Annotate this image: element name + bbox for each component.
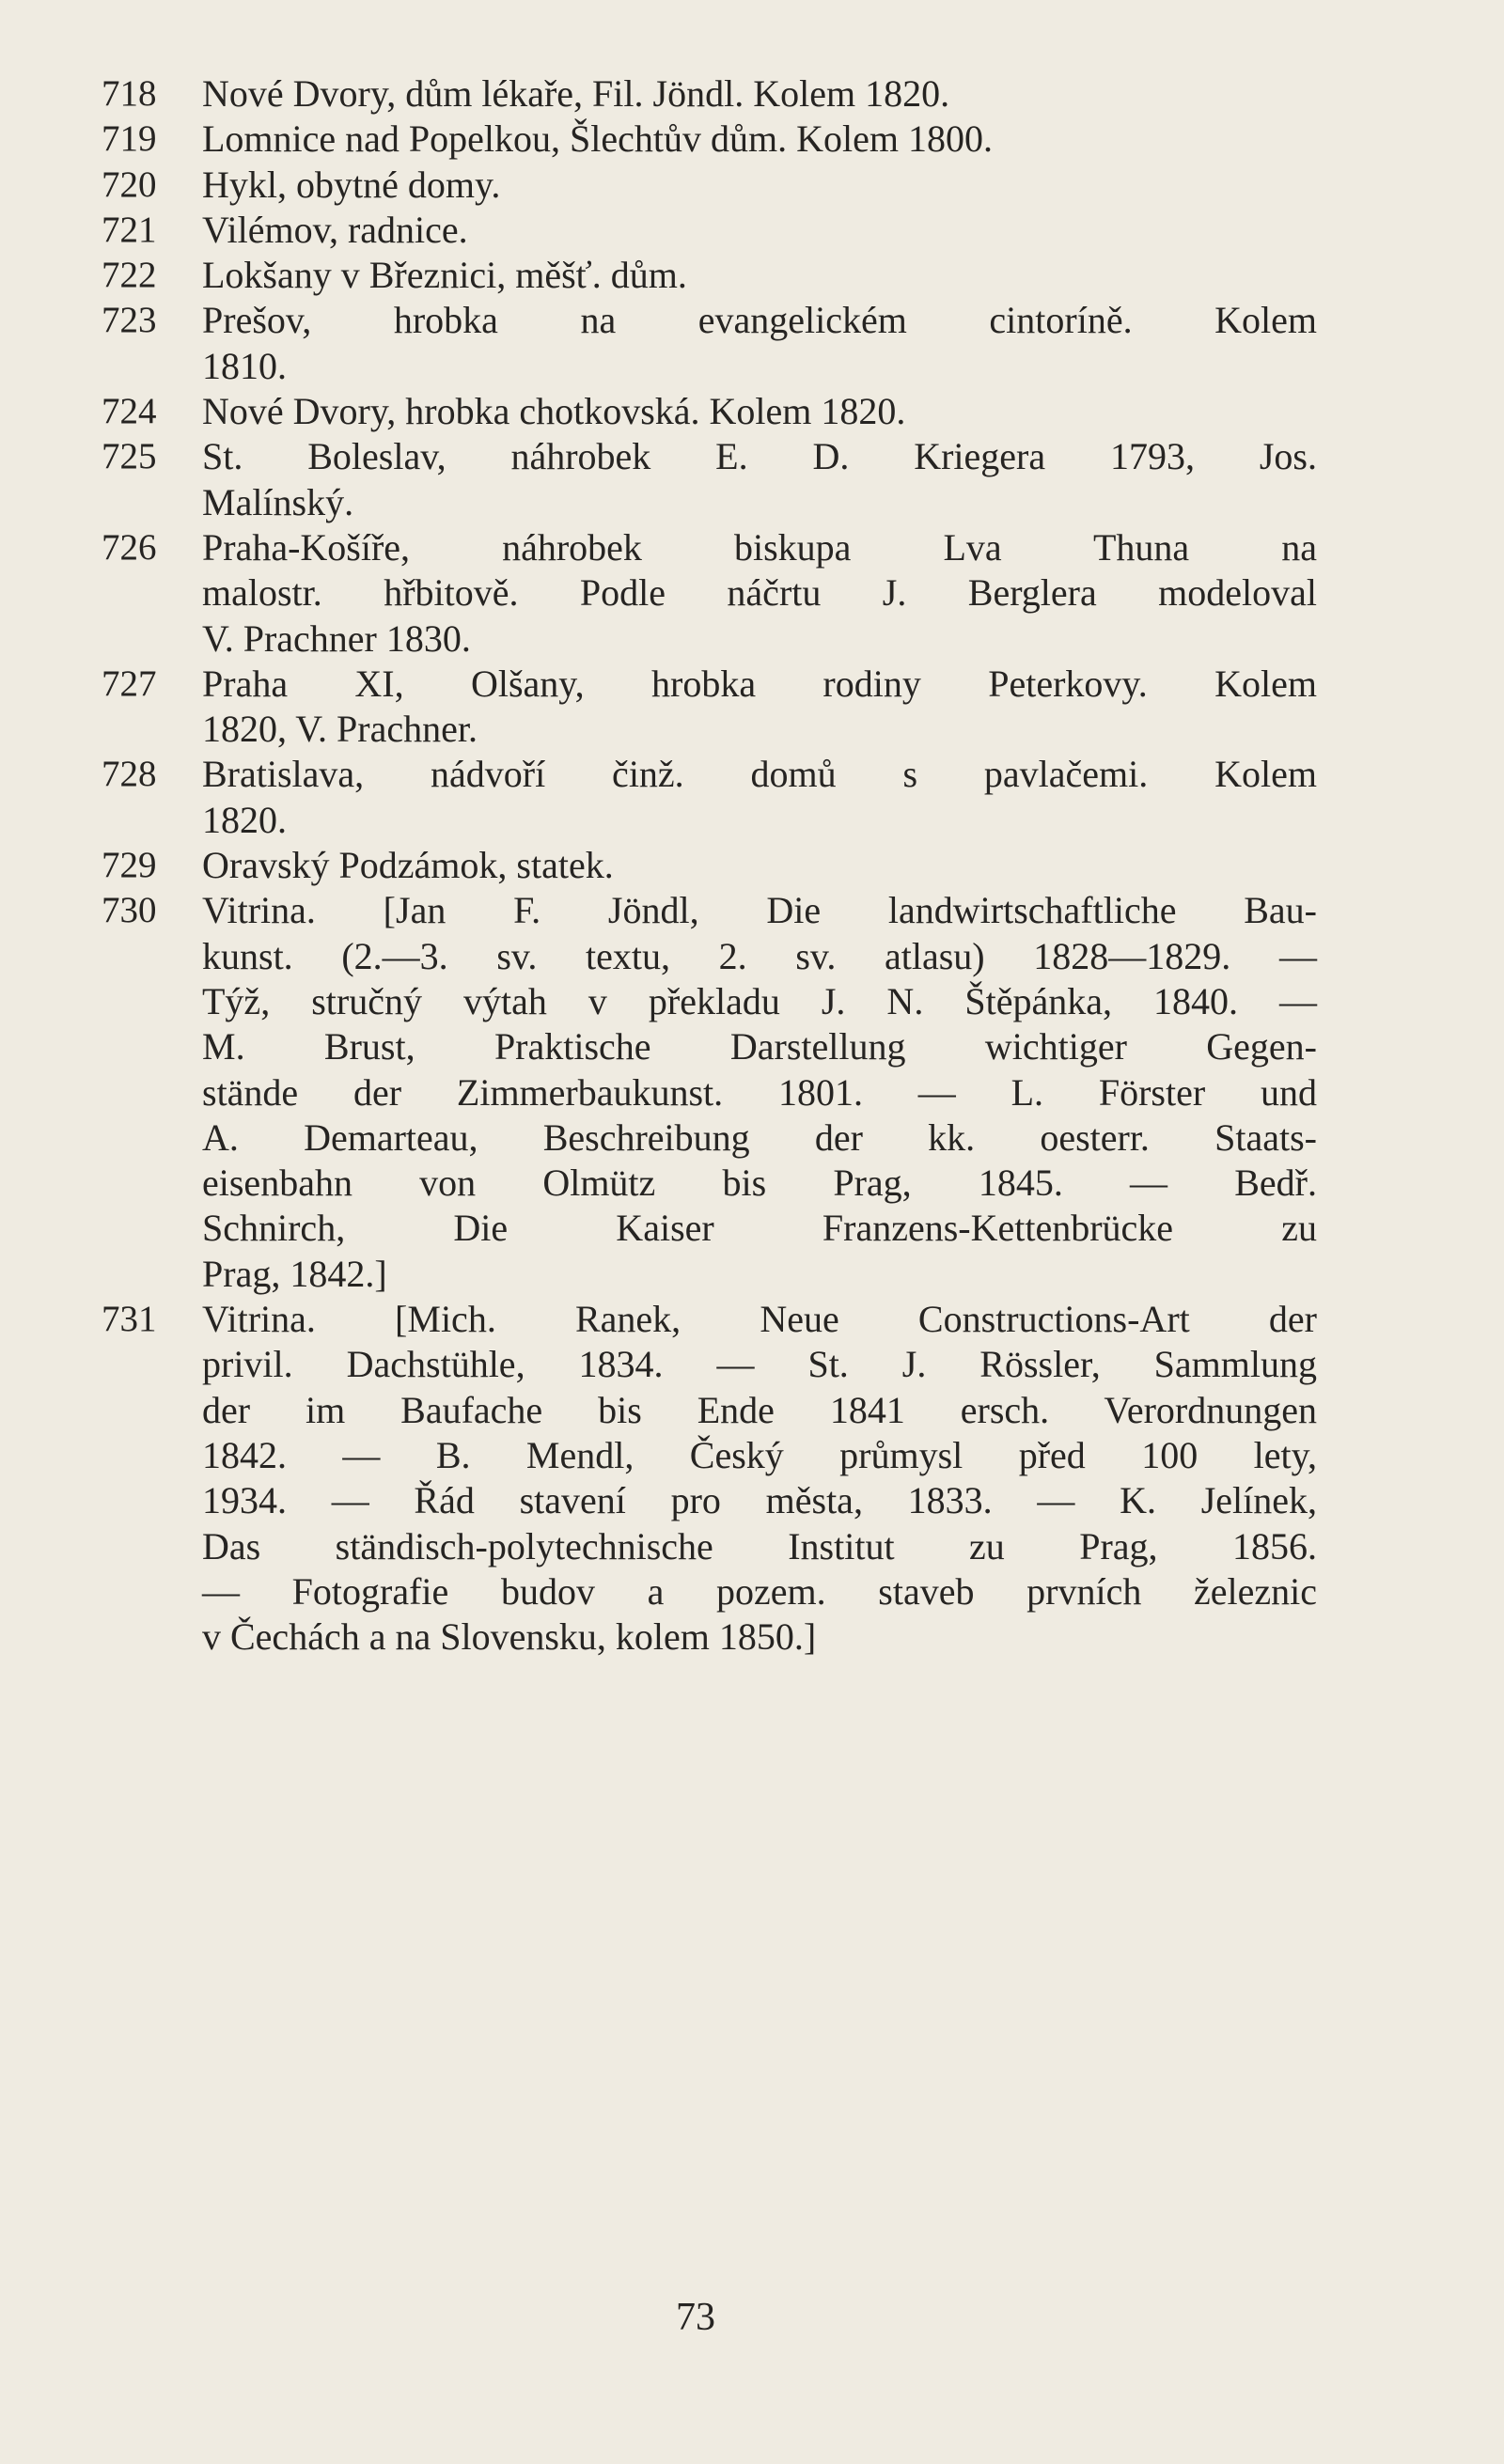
entry-text-line: Schnirch, Die Kaiser Franzens-Kettenbrücke zu [202,1207,1317,1250]
catalog-entry [0,163,1504,208]
entry-text-line: V. Prachner 1830. [202,616,471,660]
entry-text-line: — Fotografie budov a pozem. staveb prvních železnic [202,1569,1317,1613]
entry-text-line: v Čechách a na Slovensku, kolem 1850.] [202,1615,817,1659]
catalog-entry [0,1297,1504,1660]
catalog-entry [0,117,1504,162]
entry-number: 728 [102,754,157,795]
entry-text-line: Praha-Košíře, náhrobek biskupa Lva Thuna na [202,525,1317,569]
entry-text-line: Lomnice nad Popelkou, Šlechtův dům. Kolem 1800. [202,117,993,161]
entry-number: 722 [102,255,157,296]
catalog-entry [0,253,1504,298]
entry-text-line: Bratislava, nádvoří činž. domů s pavlačemi. Kolem [202,753,1317,796]
page-body [0,71,1504,1660]
entry-text-line: Nové Dvory, dům lékaře, Fil. Jöndl. Kolem 1820. [202,72,950,115]
catalog-entry [0,662,1504,753]
entry-text-line: kunst. (2.—3. sv. textu, 2. sv. atlasu) 1828—1829. — [202,934,1317,977]
entry-text-line: Vitrina. [Jan F. Jöndl, Die landwirtschaftliche Bau- [202,889,1317,932]
entry-number: 726 [102,526,157,568]
entry-text-line: malostr. hřbitově. Podle náčrtu J. Berglera modeloval [202,571,1317,615]
catalog-entry [0,71,1504,117]
entry-text-line: Praha XI, Olšany, hrobka rodiny Peterkovy. Kolem [202,662,1317,705]
entry-text-line: privil. Dachstühle, 1834. — St. J. Rössler, Sammlung [202,1343,1317,1386]
entry-text-line: Vitrina. [Mich. Ranek, Neue Constructions-Art der [202,1298,1317,1341]
entry-text-line: der im Baufache bis Ende 1841 ersch. Verordnungen [202,1388,1317,1431]
entry-text-line: 1810. [202,344,287,387]
entry-text-line: eisenbahn von Olmütz bis Prag, 1845. — Bedř. [202,1162,1317,1205]
entry-text-line: Prag, 1842.] [202,1252,387,1295]
entry-number: 721 [102,209,157,250]
entry-text-line: Malínský. [202,480,354,523]
catalog-entry [0,389,1504,434]
entry-text-line: St. Boleslav, náhrobek E. D. Kriegera 1793, Jos. [202,435,1317,478]
entry-number: 727 [102,663,157,704]
entry-number: 730 [102,890,157,931]
entry-number: 724 [102,391,157,432]
entry-number: 720 [102,164,157,205]
entry-text-line: 1820, V. Prachner. [202,708,478,751]
entry-number: 718 [102,73,157,114]
page-number: 73 [676,2296,715,2339]
entry-text-line: Lokšany v Březnici, měšť. dům. [202,254,687,297]
entry-number: 725 [102,436,157,477]
catalog-entry [0,208,1504,253]
catalog-entry [0,888,1504,1297]
catalog-entry [0,752,1504,843]
catalog-entry [0,434,1504,525]
entry-text-line: 1934. — Řád stavení pro města, 1833. — K. Jelínek, [202,1479,1317,1522]
entry-text-line: 1820. [202,798,287,841]
entry-text-line: Hykl, obytné domy. [202,163,501,206]
entry-text-line: 1842. — B. Mendl, Český průmysl před 100 lety, [202,1433,1317,1476]
entry-text-line: Prešov, hrobka na evangelickém cintoríně. Kolem [202,299,1317,342]
entry-number: 723 [102,300,157,341]
entry-text-line: stände der Zimmerbaukunst. 1801. — L. Förster und [202,1070,1317,1114]
entry-text-line: A. Demarteau, Beschreibung der kk. oesterr. Staats- [202,1115,1317,1159]
entry-text-line: Das ständisch-polytechnische Institut zu Prag, 1856. [202,1524,1317,1567]
entry-text-line: Týž, stručný výtah v překladu J. N. Štěpánka, 1840. — [202,979,1317,1022]
entry-number: 729 [102,845,157,886]
entry-text-line: Vilémov, radnice. [202,208,468,251]
entry-number: 719 [102,118,157,160]
entry-text-line: Oravský Podzámok, statek. [202,844,614,887]
catalog-entry [0,525,1504,662]
entry-text-line: Nové Dvory, hrobka chotkovská. Kolem 1820. [202,390,906,433]
catalog-entry [0,298,1504,389]
catalog-entry [0,843,1504,888]
entry-text-line: M. Brust, Praktische Darstellung wichtiger Gegen- [202,1025,1317,1068]
entry-number: 731 [102,1299,157,1340]
